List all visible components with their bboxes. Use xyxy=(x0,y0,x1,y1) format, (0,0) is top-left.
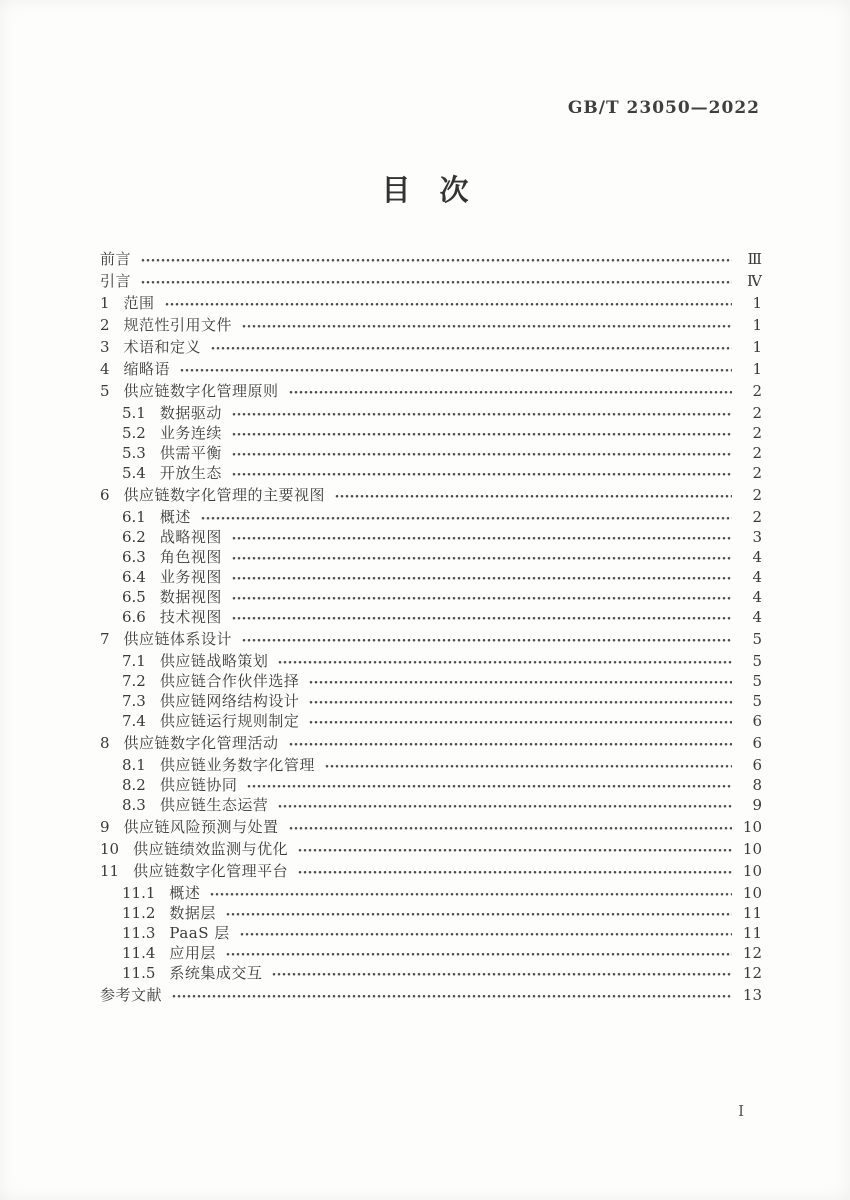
dotted-leader xyxy=(210,886,732,901)
toc-entry-number: 11.5 xyxy=(122,964,156,982)
toc-entry-label: 角色视图 xyxy=(159,548,222,566)
toc-entry xyxy=(100,568,762,586)
dotted-leader xyxy=(232,610,732,625)
dotted-leader xyxy=(278,654,732,669)
dotted-leader xyxy=(298,842,732,857)
toc-entry-label: 业务视图 xyxy=(159,568,222,586)
toc-entry-page: 5 xyxy=(752,630,762,648)
toc-entry-page: 10 xyxy=(742,862,762,880)
toc-entry-number: 6 xyxy=(100,486,110,504)
toc-entry-page: 10 xyxy=(742,840,762,858)
toc-entry-page: 11 xyxy=(742,904,762,922)
toc-entry-page: 3 xyxy=(752,528,762,546)
dotted-leader xyxy=(232,530,732,545)
toc-entry xyxy=(100,272,762,290)
toc-entry xyxy=(100,672,762,690)
toc-entry xyxy=(100,884,762,902)
toc-entry-number: 6.2 xyxy=(122,528,146,546)
toc-entry-label: 供应链战略策划 xyxy=(159,652,269,670)
toc-entry-number: 11.3 xyxy=(122,924,156,942)
toc-entry-number: 11 xyxy=(100,862,120,880)
toc-entry-number: 4 xyxy=(100,360,110,378)
toc-entry-label: 数据层 xyxy=(169,904,216,922)
toc-entry-number: 8 xyxy=(100,734,110,752)
dotted-leader xyxy=(201,510,732,525)
dotted-leader xyxy=(289,820,732,835)
toc-entry xyxy=(100,294,762,312)
toc-entry xyxy=(100,818,762,836)
toc-entry-number: 2 xyxy=(100,316,110,334)
toc-entry-number: 10 xyxy=(100,840,120,858)
toc-entry-page: 2 xyxy=(752,508,762,526)
toc-entry-number: 11.2 xyxy=(122,904,156,922)
toc-entry-label: 供应链网络结构设计 xyxy=(159,692,300,710)
dotted-leader xyxy=(232,570,732,585)
toc-entry xyxy=(100,528,762,546)
toc-entry xyxy=(100,692,762,710)
toc-entry-number: 6.1 xyxy=(122,508,146,526)
toc-entry-label: 参考文献 xyxy=(100,986,163,1004)
toc-entry xyxy=(100,608,762,626)
toc-entry-label: 供应链业务数字化管理 xyxy=(159,756,315,774)
toc-entry xyxy=(100,464,762,482)
toc-entry-label: 供应链数字化管理平台 xyxy=(133,862,289,880)
toc-entry-number: 5.2 xyxy=(122,424,146,442)
toc-entry xyxy=(100,360,762,378)
dotted-leader xyxy=(242,632,732,647)
toc-entry-label: 开放生态 xyxy=(159,464,222,482)
dotted-leader xyxy=(278,798,732,813)
toc-entry xyxy=(100,508,762,526)
toc-entry-number: 5.1 xyxy=(122,404,146,422)
toc-entry xyxy=(100,904,762,922)
toc-entry-page: 4 xyxy=(752,568,762,586)
toc-entry xyxy=(100,796,762,814)
dotted-leader xyxy=(232,406,732,421)
toc-entry xyxy=(100,986,762,1004)
toc-entry-label: 术语和定义 xyxy=(123,338,202,356)
toc-entry xyxy=(100,382,762,400)
dotted-leader xyxy=(325,758,732,773)
toc-entry xyxy=(100,964,762,982)
dotted-leader xyxy=(180,362,732,377)
toc-entry-page: 9 xyxy=(752,796,762,814)
toc-entry-page: 5 xyxy=(752,692,762,710)
dotted-leader xyxy=(240,926,732,941)
toc-entry-number: 6.4 xyxy=(122,568,146,586)
toc-entry-label: 技术视图 xyxy=(159,608,222,626)
toc-entry xyxy=(100,944,762,962)
dotted-leader xyxy=(335,488,732,503)
toc-entry-page: 12 xyxy=(742,944,762,962)
toc-entry-page: 1 xyxy=(752,294,762,312)
toc-entry-page: 2 xyxy=(752,486,762,504)
toc-entry-label: 引言 xyxy=(100,272,132,290)
toc-entry xyxy=(100,712,762,730)
dotted-leader xyxy=(272,966,732,981)
toc-entry-label: 业务连续 xyxy=(159,424,222,442)
toc-entry-label: 规范性引用文件 xyxy=(123,316,233,334)
toc-entry-number: 7 xyxy=(100,630,110,648)
toc-entry-number: 5.4 xyxy=(122,464,146,482)
toc-entry xyxy=(100,548,762,566)
toc-entry-page: 2 xyxy=(752,424,762,442)
dotted-leader xyxy=(226,946,732,961)
toc-entry-page: Ⅳ xyxy=(747,272,762,290)
toc-entry-page: 6 xyxy=(752,756,762,774)
dotted-leader xyxy=(141,252,732,267)
toc-entry-page: 4 xyxy=(752,548,762,566)
toc-entry-page: 10 xyxy=(742,884,762,902)
dotted-leader xyxy=(289,384,732,399)
toc-entry-page: 4 xyxy=(752,588,762,606)
toc-entry-label: 范围 xyxy=(123,294,155,312)
dotted-leader xyxy=(232,466,732,481)
toc-entry-number: 7.4 xyxy=(122,712,146,730)
toc-entry-label: 供应链数字化管理的主要视图 xyxy=(123,486,326,504)
toc-entry-label: 应用层 xyxy=(169,944,216,962)
dotted-leader xyxy=(247,778,732,793)
toc-entry xyxy=(100,630,762,648)
toc-entry xyxy=(100,652,762,670)
toc-entry-label: 数据驱动 xyxy=(159,404,222,422)
toc-entry-number: 9 xyxy=(100,818,110,836)
toc-entry xyxy=(100,404,762,422)
dotted-leader xyxy=(242,318,732,333)
toc-entry-number: 7.1 xyxy=(122,652,146,670)
toc-entry-page: 12 xyxy=(742,964,762,982)
toc-entry-number: 11.1 xyxy=(122,884,156,902)
toc-entry xyxy=(100,862,762,880)
toc-entry-page: 2 xyxy=(752,382,762,400)
toc-entry-label: 数据视图 xyxy=(159,588,222,606)
toc-entry xyxy=(100,486,762,504)
toc-entry-label: 前言 xyxy=(100,250,132,268)
toc-entry-number: 8.1 xyxy=(122,756,146,774)
toc-entry-label: 供需平衡 xyxy=(159,444,222,462)
dotted-leader xyxy=(232,590,732,605)
toc-entry-label: 供应链绩效监测与优化 xyxy=(133,840,289,858)
toc-entry xyxy=(100,756,762,774)
dotted-leader xyxy=(165,296,732,311)
toc-entry-page: 2 xyxy=(752,444,762,462)
toc-entry-label: 供应链运行规则制定 xyxy=(159,712,300,730)
toc-entry-number: 3 xyxy=(100,338,110,356)
standard-number: GB/T 23050—2022 xyxy=(567,98,760,118)
dotted-leader xyxy=(298,864,732,879)
dotted-leader xyxy=(309,674,732,689)
toc-entry-label: 供应链协同 xyxy=(159,776,238,794)
toc-entry-page: 2 xyxy=(752,464,762,482)
toc-entry-page: Ⅲ xyxy=(747,250,762,268)
toc-entry xyxy=(100,734,762,752)
dotted-leader xyxy=(232,426,732,441)
toc-entry-number: 11.4 xyxy=(122,944,156,962)
toc-entry-label: PaaS 层 xyxy=(169,924,230,942)
toc-entry-number: 8.3 xyxy=(122,796,146,814)
toc-entry-label: 供应链数字化管理原则 xyxy=(123,382,279,400)
toc-entry xyxy=(100,316,762,334)
toc-entry-page: 5 xyxy=(752,672,762,690)
toc-entry xyxy=(100,840,762,858)
toc-entry-label: 缩略语 xyxy=(123,360,171,378)
toc-entry-page: 13 xyxy=(742,986,762,1004)
toc-entry-label: 概述 xyxy=(169,884,201,902)
toc-entry xyxy=(100,424,762,442)
toc-entry xyxy=(100,338,762,356)
toc-entry-page: 4 xyxy=(752,608,762,626)
toc-entry-number: 6.5 xyxy=(122,588,146,606)
toc-entry-page: 11 xyxy=(742,924,762,942)
dotted-leader xyxy=(232,550,732,565)
toc-entry-number: 6.6 xyxy=(122,608,146,626)
toc-entry xyxy=(100,444,762,462)
dotted-leader xyxy=(309,694,732,709)
dotted-leader xyxy=(309,714,732,729)
toc-entry-label: 概述 xyxy=(159,508,191,526)
page-title: 目 次 xyxy=(381,173,469,207)
toc-entry-number: 1 xyxy=(100,294,110,312)
toc-entry-label: 供应链合作伙伴选择 xyxy=(159,672,300,690)
toc-entry-page: 5 xyxy=(752,652,762,670)
dotted-leader xyxy=(226,906,732,921)
toc-entry-page: 6 xyxy=(752,734,762,752)
toc-entry xyxy=(100,776,762,794)
toc-entry-label: 供应链生态运营 xyxy=(159,796,269,814)
toc-entry-label: 供应链体系设计 xyxy=(123,630,233,648)
toc-entry-number: 8.2 xyxy=(122,776,146,794)
dotted-leader xyxy=(172,988,732,1003)
toc-entry-label: 系统集成交互 xyxy=(169,964,263,982)
dotted-leader xyxy=(232,446,732,461)
toc-entry-number: 6.3 xyxy=(122,548,146,566)
toc-list xyxy=(100,246,762,1008)
toc-entry xyxy=(100,588,762,606)
toc-entry-page: 2 xyxy=(752,404,762,422)
toc-entry-number: 7.2 xyxy=(122,672,146,690)
dotted-leader xyxy=(141,274,732,289)
toc-entry-page: 8 xyxy=(752,776,762,794)
toc-entry xyxy=(100,924,762,942)
toc-entry-label: 供应链数字化管理活动 xyxy=(123,734,279,752)
toc-entry xyxy=(100,250,762,268)
toc-entry-page: 6 xyxy=(752,712,762,730)
dotted-leader xyxy=(211,340,732,355)
toc-entry-number: 5 xyxy=(100,382,110,400)
toc-entry-page: 1 xyxy=(752,338,762,356)
page-number: Ⅰ xyxy=(738,1102,744,1120)
toc-entry-label: 战略视图 xyxy=(159,528,222,546)
toc-entry-number: 5.3 xyxy=(122,444,146,462)
toc-entry-page: 1 xyxy=(752,360,762,378)
toc-entry-label: 供应链风险预测与处置 xyxy=(123,818,279,836)
dotted-leader xyxy=(289,736,732,751)
toc-entry-number: 7.3 xyxy=(122,692,146,710)
toc-entry-page: 1 xyxy=(752,316,762,334)
toc-entry-page: 10 xyxy=(742,818,762,836)
